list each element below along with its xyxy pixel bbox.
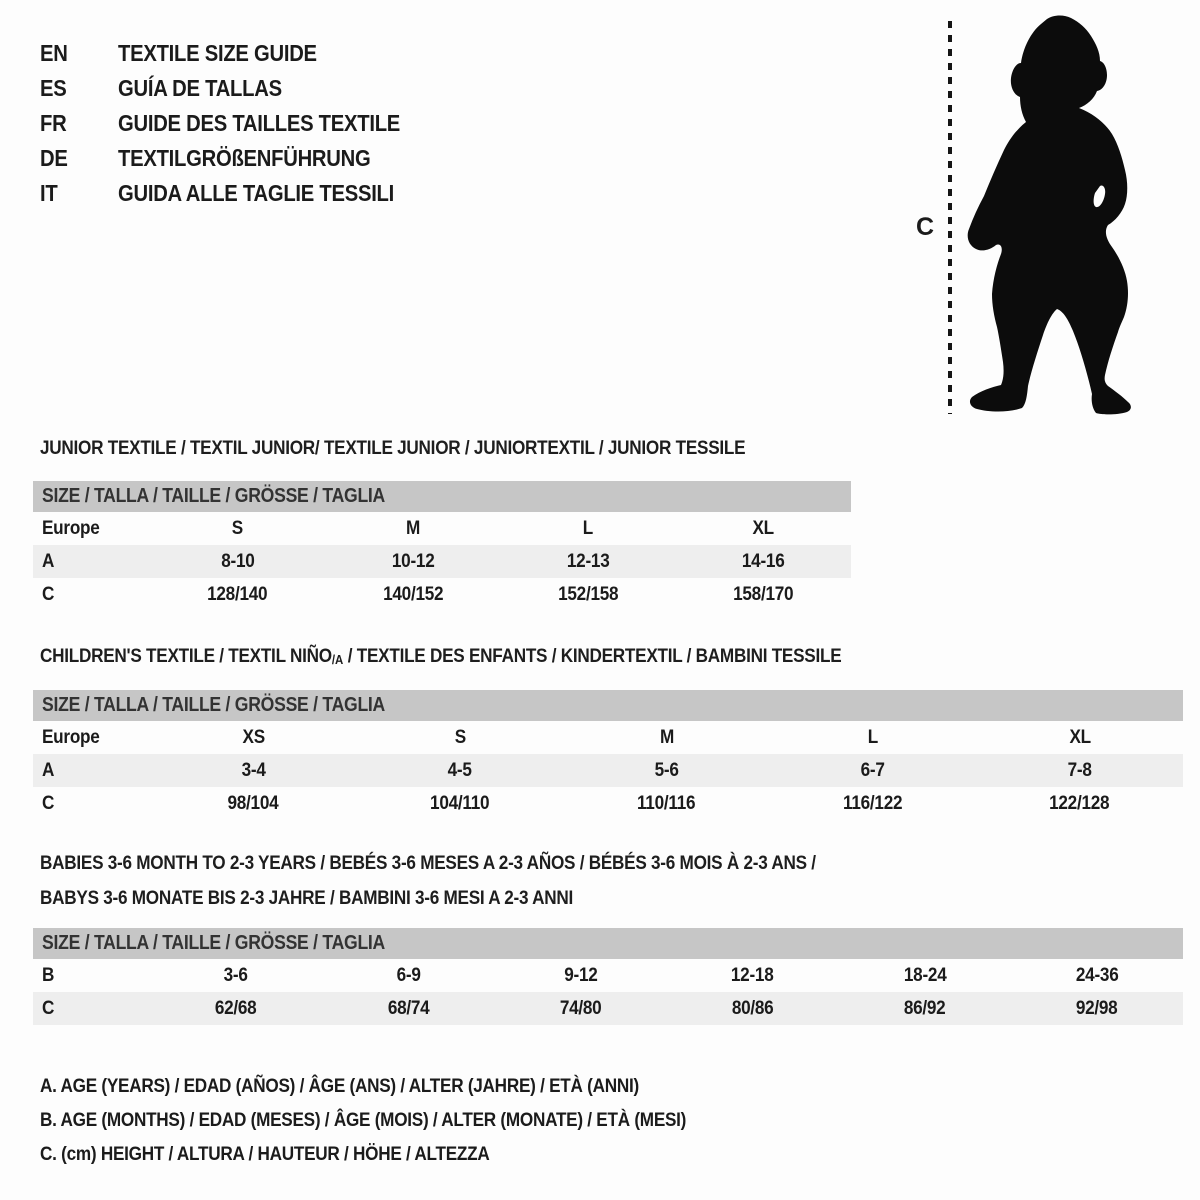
- row-label-text: C: [42, 997, 55, 1019]
- language-code-text: FR: [40, 110, 67, 136]
- table-cell: [667, 997, 839, 1020]
- title-sub: /A: [331, 652, 344, 667]
- language-code: [40, 110, 118, 137]
- table-cell: [676, 550, 851, 573]
- size-header-text: SIZE / TALLA / TAILLE / GRÖSSE / TAGLIA: [42, 485, 386, 507]
- language-row-es: [40, 71, 439, 106]
- table-cell: [494, 997, 666, 1020]
- toddler-silhouette-icon: [905, 0, 1200, 430]
- table-cell: [150, 997, 322, 1020]
- measurement-legend: [40, 1075, 774, 1177]
- table-cell: [150, 792, 357, 815]
- column-header-text: L: [867, 726, 879, 748]
- column-header: [325, 517, 500, 540]
- table-cell-text: 6-7: [861, 759, 886, 781]
- language-row-it: [40, 176, 439, 211]
- table-cell-text: 3-4: [241, 759, 266, 781]
- row-label-text: A: [42, 759, 55, 781]
- row-label: [33, 550, 150, 573]
- column-header-text: S: [454, 726, 466, 748]
- legend-line-c-text: C. (cm) HEIGHT / ALTURA / HAUTEUR / HÖHE / ALTEZZA: [40, 1143, 490, 1165]
- language-code-text: EN: [40, 40, 68, 66]
- table-cell-text: 5-6: [654, 759, 679, 781]
- column-header: [976, 726, 1183, 749]
- column-header: [150, 726, 357, 749]
- table-cell: [150, 759, 357, 782]
- size-header-text: SIZE / TALLA / TAILLE / GRÖSSE / TAGLIA: [42, 932, 386, 954]
- language-label-text: GUIDE DES TAILLES TEXTILE: [118, 110, 401, 136]
- table-cell-text: 152/158: [558, 583, 619, 605]
- table-cell-text: 62/68: [215, 997, 257, 1019]
- legend-line-a: [40, 1075, 774, 1109]
- section-title-babies-line1-text: BABIES 3-6 MONTH TO 2-3 YEARS / BEBÉS 3-6 MESES A 2-3 AÑOS / BÉBÉS 3-6 MOIS À 2-3 ANS /: [40, 852, 816, 874]
- language-label: [118, 180, 432, 207]
- language-label-text: GUIDA ALLE TAGLIE TESSILI: [118, 180, 395, 206]
- language-row-de: [40, 141, 439, 176]
- size-header-text: SIZE / TALLA / TAILLE / GRÖSSE / TAGLIA: [42, 694, 386, 716]
- language-row-fr: [40, 106, 439, 141]
- title-post: / TEXTILE DES ENFANTS / KINDERTEXTIL / BAMBINI TESSILE: [343, 645, 842, 667]
- table-cell-text: 92/98: [1076, 997, 1118, 1019]
- table-cell-text: 140/152: [382, 583, 443, 605]
- row-label: [33, 964, 150, 987]
- language-code: [40, 40, 118, 67]
- height-line-label: C: [916, 213, 935, 241]
- row-label: [33, 997, 150, 1020]
- column-header-text: L: [583, 517, 594, 539]
- table-cell: [1011, 997, 1183, 1020]
- table-cell-text: 7-8: [1067, 759, 1092, 781]
- table-row: [33, 959, 1183, 992]
- table-cell: [839, 964, 1011, 987]
- table-cell-text: 18-24: [903, 964, 947, 986]
- table-cell-text: 116/122: [843, 792, 903, 814]
- table-cell: [770, 759, 977, 782]
- row-label-text: Europe: [42, 517, 100, 539]
- table-cell: [150, 964, 322, 987]
- legend-line-a-text: A. AGE (YEARS) / EDAD (AÑOS) / ÂGE (ANS) / ALTER (JAHRE) / ETÀ (ANNI): [40, 1075, 639, 1097]
- table-cell-text: 14-16: [742, 550, 785, 572]
- row-label-text: C: [42, 583, 55, 605]
- table-cell: [839, 997, 1011, 1020]
- language-code-text: DE: [40, 145, 68, 171]
- section-title-junior: [40, 437, 842, 460]
- table-cell-text: 9-12: [563, 964, 598, 986]
- table-cell-text: 74/80: [559, 997, 602, 1019]
- language-label-text: TEXTILE SIZE GUIDE: [118, 40, 317, 66]
- table-cell-text: 68/74: [387, 997, 430, 1019]
- column-header-text: XL: [1068, 726, 1091, 748]
- table-cell: [501, 583, 676, 606]
- row-label-text: B: [42, 964, 55, 986]
- language-row-en: [40, 36, 439, 71]
- column-header-text: M: [405, 517, 420, 539]
- language-code: [40, 145, 118, 172]
- table-cell: [976, 759, 1183, 782]
- size-header-band: [33, 928, 1183, 959]
- column-header-text: M: [659, 726, 674, 748]
- size-table-children: [33, 690, 1183, 820]
- table-cell: [501, 550, 676, 573]
- table-row: [33, 787, 1183, 820]
- column-header: [501, 517, 676, 540]
- row-label-text: C: [42, 792, 55, 814]
- table-cell: [322, 997, 494, 1020]
- language-label: [118, 40, 344, 67]
- table-cell-text: 104/110: [430, 792, 490, 814]
- legend-line-b-text: B. AGE (MONTHS) / EDAD (MESES) / ÂGE (MOIS) / ALTER (MONATE) / ETÀ (MESI): [40, 1109, 687, 1131]
- column-header: [357, 726, 564, 749]
- language-label-text: TEXTILGRÖßENFÜHRUNG: [118, 145, 371, 171]
- section-title-babies-line1: [40, 852, 922, 875]
- table-cell: [676, 583, 851, 606]
- column-header: [676, 517, 851, 540]
- language-label: [118, 75, 304, 102]
- language-code-text: ES: [40, 75, 67, 101]
- table-row: [33, 754, 1183, 787]
- table-cell-text: 86/92: [903, 997, 946, 1019]
- section-title-children-text: [40, 645, 841, 668]
- table-cell: [976, 792, 1183, 815]
- table-row: [33, 578, 851, 611]
- table-cell: [325, 550, 500, 573]
- column-header: [150, 517, 325, 540]
- column-header: [563, 726, 770, 749]
- column-header-text: XL: [752, 517, 775, 539]
- table-cell-text: 122/128: [1049, 792, 1110, 814]
- size-header-band: [33, 481, 851, 512]
- table-row: [33, 545, 851, 578]
- size-table-babies: [33, 928, 1183, 1025]
- table-cell: [494, 964, 666, 987]
- language-label: [118, 145, 405, 172]
- table-cell-text: 4-5: [447, 759, 472, 781]
- table-cell: [150, 550, 325, 573]
- row-label: [33, 792, 150, 815]
- row-label: [33, 726, 150, 749]
- size-header-band: [33, 690, 1183, 721]
- language-code-text: IT: [40, 180, 58, 206]
- table-cell-text: 110/116: [637, 792, 696, 814]
- language-label: [118, 110, 439, 137]
- column-header-text: S: [232, 517, 244, 539]
- table-cell: [325, 583, 500, 606]
- table-cell: [667, 964, 839, 987]
- table-cell: [563, 759, 770, 782]
- table-cell-text: 10-12: [391, 550, 435, 572]
- section-title-junior-text: JUNIOR TEXTILE / TEXTIL JUNIOR/ TEXTILE JUNIOR / JUNIORTEXTIL / JUNIOR TESSILE: [40, 437, 746, 459]
- height-measure-figure: [905, 0, 1200, 430]
- language-code: [40, 75, 118, 102]
- row-label: [33, 517, 150, 540]
- row-label-text: A: [42, 550, 55, 572]
- table-cell-text: 3-6: [224, 964, 249, 986]
- row-label: [33, 759, 150, 782]
- table-cell-text: 80/86: [731, 997, 774, 1019]
- table-cell: [322, 964, 494, 987]
- table-cell: [150, 583, 325, 606]
- legend-line-b: [40, 1109, 774, 1143]
- table-cell: [357, 792, 564, 815]
- legend-line-c: [40, 1143, 774, 1177]
- table-cell-text: 12-13: [566, 550, 610, 572]
- toddler-silhouette-path: [968, 15, 1131, 414]
- section-title-babies-line2: [40, 887, 646, 910]
- table-cell-text: 12-18: [731, 964, 774, 986]
- table-cell-text: 8-10: [220, 550, 255, 572]
- title-pre: CHILDREN'S TEXTILE / TEXTIL NIÑO: [40, 645, 332, 667]
- table-row: [33, 512, 851, 545]
- table-cell-text: 128/140: [207, 583, 268, 605]
- section-title-children: [40, 645, 951, 668]
- table-cell: [563, 792, 770, 815]
- column-header-text: XS: [242, 726, 265, 748]
- table-cell-text: 6-9: [396, 964, 421, 986]
- column-header: [770, 726, 977, 749]
- row-label: [33, 583, 150, 606]
- size-table-junior: [33, 481, 851, 611]
- table-row: [33, 992, 1183, 1025]
- table-cell-text: 158/170: [733, 583, 794, 605]
- section-title-babies-line2-text: BABYS 3-6 MONATE BIS 2-3 JAHRE / BAMBINI 3-6 MESI A 2-3 ANNI: [40, 887, 574, 909]
- row-label-text: Europe: [42, 726, 100, 748]
- table-cell: [770, 792, 977, 815]
- language-label-text: GUÍA DE TALLAS: [118, 75, 282, 101]
- table-cell-text: 24-36: [1075, 964, 1119, 986]
- table-cell: [357, 759, 564, 782]
- language-code: [40, 180, 118, 207]
- table-cell-text: 98/104: [227, 792, 279, 814]
- table-cell: [1011, 964, 1183, 987]
- table-row: [33, 721, 1183, 754]
- language-title-list: [40, 36, 439, 211]
